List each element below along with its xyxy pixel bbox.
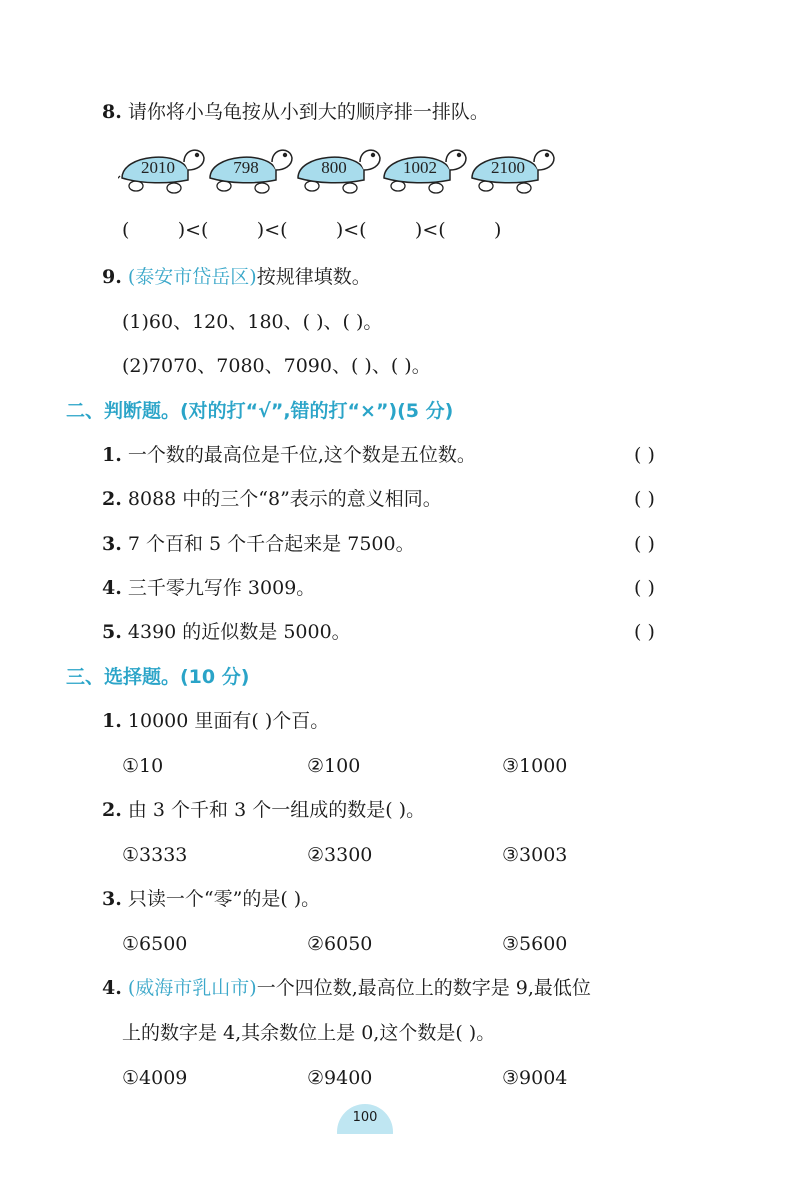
turtle-4-value: 1002: [403, 158, 437, 177]
s2-item-4-answer[interactable]: ( ): [634, 577, 655, 599]
s3-q2-text: 由 3 个千和 3 个一组成的数是( )。: [127, 799, 426, 821]
turtle-2: [206, 140, 296, 200]
s3-q4: [102, 975, 591, 1001]
s2-item-5-text: 4390 的近似数是 5000。: [127, 621, 351, 643]
s3-q4-option-2[interactable]: ②9400: [307, 1067, 373, 1089]
s3-q3-option-1[interactable]: ①6500: [122, 933, 188, 955]
turtle-row: [118, 140, 568, 200]
s2-item-5: [102, 619, 351, 645]
s3-q3-option-2[interactable]: ②6050: [307, 933, 373, 955]
q8-number: 8.: [102, 101, 122, 123]
turtle-1: [118, 140, 208, 200]
turtle-1-value: 2010: [141, 158, 175, 177]
q9-source: (泰安市岱岳区): [127, 266, 257, 288]
s3-q1-option-2[interactable]: ②100: [307, 755, 361, 777]
section2-title: 二、判断题。(对的打“√”,错的打“×”)(5 分): [66, 400, 454, 422]
q8-line: [102, 99, 489, 125]
s2-item-1: [102, 442, 476, 468]
s3-q2-option-2[interactable]: ②3300: [307, 844, 373, 866]
s3-q1-option-1[interactable]: ①10: [122, 755, 164, 777]
turtle-3-value: 800: [321, 158, 347, 177]
s3-q3-number: 3.: [102, 888, 122, 910]
s3-q2-number: 2.: [102, 799, 122, 821]
s2-item-3-number: 3.: [102, 533, 122, 555]
s2-item-1-answer[interactable]: ( ): [634, 444, 655, 466]
s3-q2-option-1[interactable]: ①3333: [122, 844, 188, 866]
s3-q3-option-3[interactable]: ③5600: [502, 933, 568, 955]
s2-item-3: [102, 531, 415, 557]
turtle-3: [294, 140, 384, 200]
turtle-5: [468, 140, 558, 200]
s2-item-4-text: 三千零九写作 3009。: [127, 577, 316, 599]
q9-item-1[interactable]: (1)60、120、180、( )、( )。: [122, 311, 383, 333]
s3-q2: [102, 797, 425, 823]
s2-item-3-text: 7 个百和 5 个千合起来是 7500。: [127, 533, 415, 555]
q8-text: 请你将小乌龟按从小到大的顺序排一排队。: [127, 101, 489, 123]
s3-q4-option-3[interactable]: ③9004: [502, 1067, 568, 1089]
s2-item-5-answer[interactable]: ( ): [634, 621, 655, 643]
s3-q4-source: (威海市乳山市): [127, 977, 257, 999]
turtle-4: [380, 140, 470, 200]
section3-title: 三、选择题。(10 分): [66, 666, 250, 688]
s2-item-4: [102, 575, 315, 601]
q9-number: 9.: [102, 266, 122, 288]
s3-q3: [102, 886, 320, 912]
s3-q1-text: 10000 里面有( )个百。: [127, 710, 330, 732]
s2-item-2-number: 2.: [102, 488, 122, 510]
s2-item-3-answer[interactable]: ( ): [634, 533, 655, 555]
s3-q4-option-1[interactable]: ①4009: [122, 1067, 188, 1089]
s3-q1-option-3[interactable]: ③1000: [502, 755, 568, 777]
q8-answer-row[interactable]: ( )<( )<( )<( )<( ): [122, 219, 502, 241]
s3-q4-text: 一个四位数,最高位上的数字是 9,最低位: [256, 977, 591, 999]
s3-q4-text-2: 上的数字是 4,其余数位上是 0,这个数是( )。: [122, 1022, 496, 1044]
turtle-2-value: 798: [233, 158, 259, 177]
page-number-badge: [337, 1104, 393, 1134]
s2-item-2: [102, 486, 442, 512]
q9-line: [102, 264, 371, 290]
page-number: 100: [352, 1110, 378, 1125]
s2-item-1-text: 一个数的最高位是千位,这个数是五位数。: [127, 444, 476, 466]
s3-q4-number: 4.: [102, 977, 122, 999]
s3-q1-number: 1.: [102, 710, 122, 732]
s3-q2-option-3[interactable]: ③3003: [502, 844, 568, 866]
s2-item-4-number: 4.: [102, 577, 122, 599]
turtle-5-value: 2100: [491, 158, 525, 177]
s3-q3-text: 只读一个“零”的是( )。: [127, 888, 321, 910]
s2-item-5-number: 5.: [102, 621, 122, 643]
s3-q1: [102, 708, 329, 734]
s2-item-2-answer[interactable]: ( ): [634, 488, 655, 510]
s2-item-1-number: 1.: [102, 444, 122, 466]
s2-item-2-text: 8088 中的三个“8”表示的意义相同。: [127, 488, 442, 510]
q9-item-2[interactable]: (2)7070、7080、7090、( )、( )。: [122, 355, 431, 377]
q9-text: 按规律填数。: [256, 266, 371, 288]
